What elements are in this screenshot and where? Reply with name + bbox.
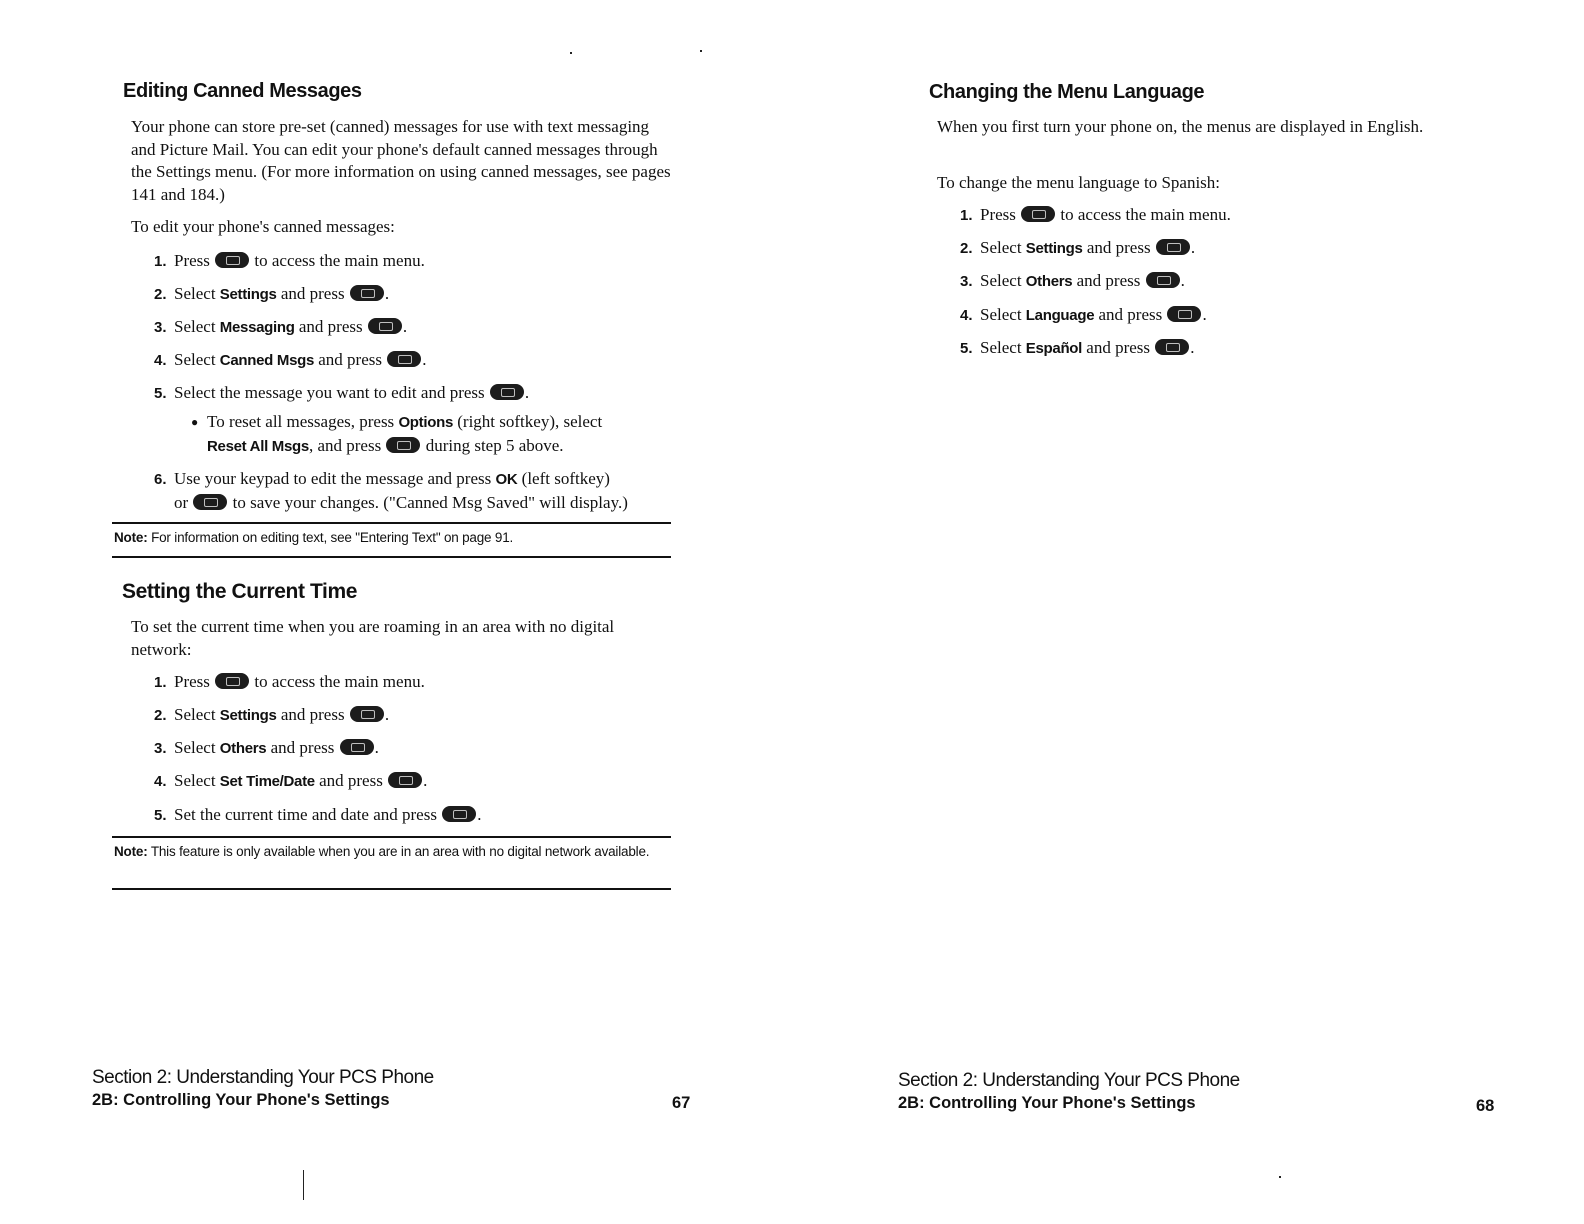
step-number: 2. (154, 707, 167, 724)
menu-ok-key-icon (1155, 339, 1189, 355)
menu-ok-key-icon (388, 772, 422, 788)
time-step-4: 4. Select Set Time/Date and press . (154, 770, 427, 793)
step-text: and press (1098, 305, 1163, 324)
bullet-text: during step 5 above. (425, 435, 564, 455)
bullet-text: , and press (308, 435, 382, 455)
menu-ok-key-icon (340, 739, 374, 755)
footer-chapter: 2B: Controlling Your Phone's Settings (898, 1094, 1196, 1112)
menu-keyword: Set Time/Date (219, 773, 315, 790)
menu-keyword: Español (1025, 340, 1083, 357)
menu-keyword: Messaging (219, 319, 295, 336)
scan-speck (700, 50, 702, 52)
note-label: Note: (114, 530, 148, 545)
editing-note (112, 522, 671, 558)
step-text: Select (174, 738, 216, 757)
step-number: 3. (960, 273, 973, 290)
menu-ok-key-icon (215, 673, 249, 689)
step-number: 1. (154, 253, 167, 270)
step-text: to save your changes. ("Canned Msg Saved" will display.) (232, 492, 628, 512)
step-number: 6. (154, 471, 167, 488)
menu-keyword: Settings (219, 286, 277, 303)
options-keyword: Options (398, 414, 453, 431)
language-step-4: 4. Select Language and press . (960, 304, 1207, 327)
menu-ok-key-icon (350, 285, 384, 301)
footer-section: Section 2: Understanding Your PCS Phone (898, 1070, 1240, 1091)
editing-step-2: 2. Select Settings and press . (154, 283, 389, 306)
step-number: 1. (154, 674, 167, 691)
editing-step-1 (154, 250, 425, 273)
bullet-text: (right softkey), select (457, 412, 603, 431)
right-page (792, 0, 1584, 1224)
menu-ok-key-icon (442, 806, 476, 822)
menu-ok-key-icon (368, 318, 402, 334)
page-number: 67 (672, 1094, 691, 1112)
step-text: and press (298, 317, 363, 336)
step-text: and press (1086, 338, 1151, 357)
bullet-text: To reset all messages, press (207, 412, 395, 431)
menu-ok-key-icon (1167, 306, 1201, 322)
step-number: 1. (960, 207, 973, 224)
menu-ok-key-icon (386, 437, 420, 453)
menu-ok-key-icon (387, 351, 421, 367)
language-step-2: 2. Select Settings and press . (960, 237, 1195, 260)
step-text: to access the main menu. (1060, 205, 1231, 224)
step-text: and press (280, 705, 345, 724)
step-text: Press (174, 672, 210, 691)
step-text: Select (174, 350, 216, 369)
step-text: Press (174, 251, 210, 270)
step-text: Select (174, 705, 216, 724)
step-number: 2. (960, 240, 973, 257)
time-step-1 (154, 671, 425, 694)
step-text: Select the message you want to edit and press (174, 383, 485, 402)
step-number: 4. (154, 773, 167, 790)
editing-lead: To edit your phone's canned messages: (131, 217, 395, 236)
note-text: This feature is only available when you are in an area with no digital network available. (150, 844, 650, 859)
menu-keyword: Canned Msgs (219, 352, 315, 369)
step-text: and press (270, 738, 335, 757)
step-number: 3. (154, 740, 167, 757)
language-step-1 (960, 204, 1231, 227)
menu-ok-key-icon (193, 494, 227, 510)
step-text: Select (174, 771, 216, 790)
step-text: to access the main menu. (254, 251, 425, 270)
language-heading: Changing the Menu Language (929, 81, 1205, 103)
time-step-5: 5. Set the current time and date and press . (154, 804, 481, 827)
step-text: and press (280, 284, 345, 303)
editing-heading: Editing Canned Messages (123, 80, 362, 102)
editing-step-3: 3. Select Messaging and press . (154, 316, 407, 339)
step-text: and press (1086, 238, 1151, 257)
scan-mark (303, 1170, 304, 1200)
step-text: Press (980, 205, 1016, 224)
time-step-2: 2. Select Settings and press . (154, 704, 389, 727)
step-number: 5. (154, 385, 167, 402)
menu-keyword: Others (219, 740, 267, 757)
footer-section: Section 2: Understanding Your PCS Phone (92, 1067, 434, 1088)
reset-bullet (191, 411, 667, 458)
step-text: Select (980, 338, 1022, 357)
step-number: 5. (960, 340, 973, 357)
step-text: Select (174, 317, 216, 336)
reset-keyword: Reset All Msgs (207, 437, 309, 455)
page-number: 68 (1476, 1097, 1495, 1115)
time-intro: To set the current time when you are roaming in an area with no digital network: (131, 617, 615, 659)
editing-step-5: 5. Select the message you want to edit and press . (154, 382, 529, 405)
menu-keyword: Language (1025, 307, 1095, 324)
step-text: and press (318, 350, 382, 369)
right-footer (898, 1070, 1240, 1114)
time-note (112, 836, 671, 890)
step-number: 4. (154, 352, 167, 369)
menu-ok-key-icon (490, 384, 524, 400)
step-text: or (174, 492, 189, 512)
footer-chapter: 2B: Controlling Your Phone's Settings (92, 1091, 390, 1109)
menu-keyword: Settings (219, 707, 277, 724)
step-text: and press (319, 771, 383, 790)
step-text: Select (980, 271, 1022, 290)
menu-ok-key-icon (1156, 239, 1190, 255)
language-intro: When you first turn your phone on, the menus are displayed in English. (937, 117, 1424, 136)
step-number: 3. (154, 319, 167, 336)
scan-speck (570, 52, 572, 54)
note-text: For information on editing text, see "Entering Text" on page 91. (151, 530, 514, 545)
step-number: 4. (960, 307, 973, 324)
step-number: 5. (154, 807, 167, 824)
language-step-5: 5. Select Español and press . (960, 337, 1195, 360)
step-text: Select (174, 284, 216, 303)
time-heading: Setting the Current Time (122, 580, 358, 603)
step-text: Select (980, 305, 1022, 324)
ok-keyword: OK (495, 471, 518, 488)
step-text: Use your keypad to edit the message and press (174, 469, 492, 488)
note-label: Note: (114, 844, 148, 859)
left-footer (92, 1067, 434, 1111)
step-text: to access the main menu. (254, 672, 425, 691)
menu-ok-key-icon (350, 706, 384, 722)
menu-ok-key-icon (1021, 206, 1055, 222)
editing-step-4: 4. Select Canned Msgs and press . (154, 349, 427, 372)
bullet-dot-icon: ● (191, 415, 199, 429)
language-lead: To change the menu language to Spanish: (937, 173, 1221, 192)
editing-step-6 (154, 468, 628, 514)
step-text: Set the current time and date and press (174, 805, 437, 824)
menu-ok-key-icon (215, 252, 249, 268)
menu-keyword: Others (1025, 273, 1073, 290)
language-step-3: 3. Select Others and press . (960, 270, 1185, 293)
menu-ok-key-icon (1146, 272, 1180, 288)
scan-speck (1279, 1176, 1281, 1178)
step-number: 2. (154, 286, 167, 303)
step-text: Select (980, 238, 1022, 257)
editing-intro: Your phone can store pre-set (canned) messages for use with text messaging and Picture Mail. You can edit your phone's default canned messages through the Settings menu. (For more information on using canned messages, see pages 141 and 184.) (131, 117, 671, 204)
menu-keyword: Settings (1025, 240, 1083, 257)
time-step-3: 3. Select Others and press . (154, 737, 379, 760)
step-text: and press (1076, 271, 1141, 290)
step-text: (left softkey) (521, 469, 610, 488)
